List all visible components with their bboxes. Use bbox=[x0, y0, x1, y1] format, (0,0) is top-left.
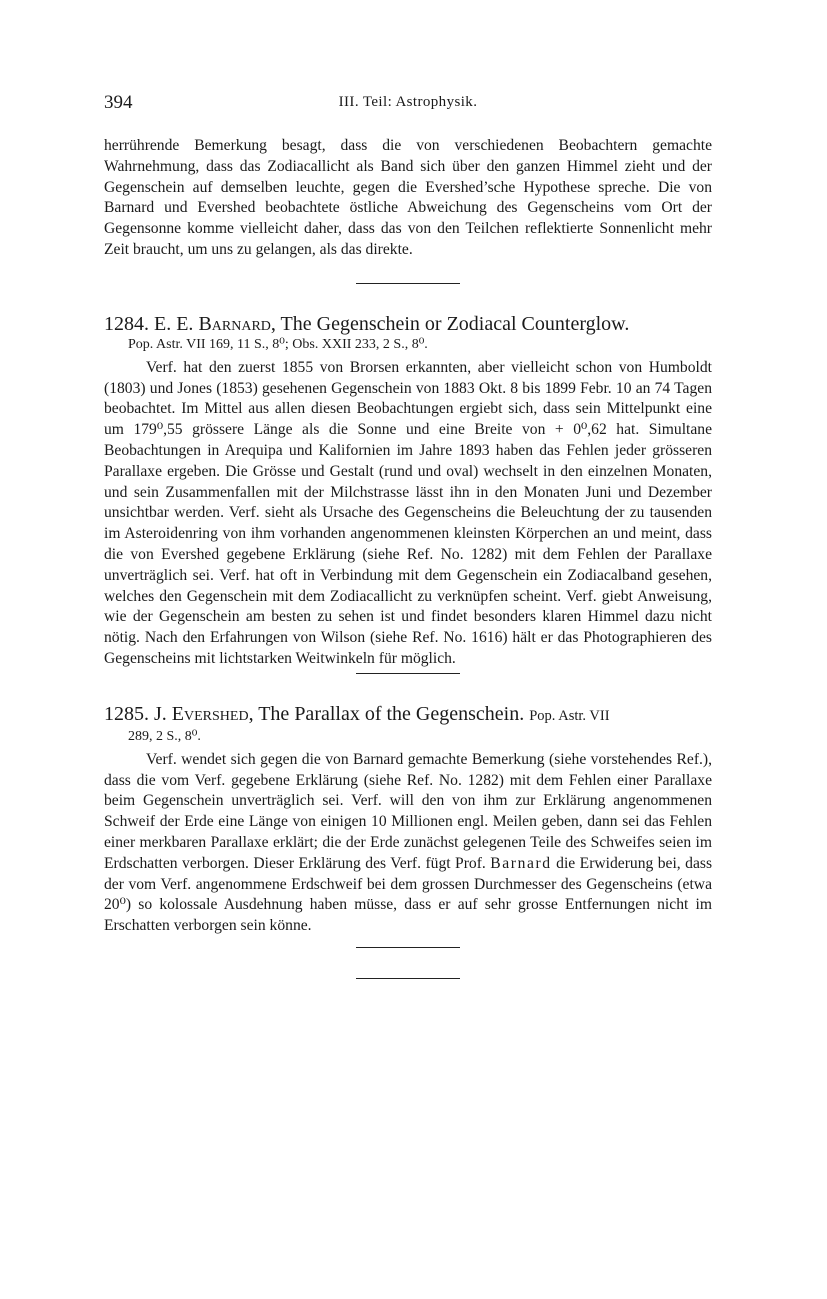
entry-number: 1285. bbox=[104, 702, 149, 725]
entry-initials: J. bbox=[154, 702, 167, 725]
entry-number: 1284. bbox=[104, 312, 149, 335]
running-title: III. Teil: Astrophysik. bbox=[338, 94, 478, 110]
entry-reference-cont: 289, 2 S., 8⁰. bbox=[128, 728, 201, 744]
entry-reference: Pop. Astr. VII 169, 11 S., 8⁰; Obs. XXII 233, 2 S., 8⁰. bbox=[128, 336, 428, 352]
entry-author: Evershed bbox=[171, 702, 249, 725]
entry-initials: E. E. bbox=[154, 312, 194, 335]
section-divider bbox=[356, 947, 460, 948]
entry-body bbox=[104, 750, 712, 937]
entry-author: Barnard bbox=[198, 312, 271, 335]
entry-heading: 1284. E. E. Barnard, The Gegenschein or Zodiacal Counterglow. bbox=[104, 312, 630, 335]
entry-body-name: Barnard bbox=[490, 854, 552, 872]
page-content bbox=[104, 136, 712, 979]
entry-1284 bbox=[104, 312, 712, 670]
entry-title: The Gegenschein or Zodiacal Counterglow. bbox=[280, 312, 630, 335]
entry-body-part2: die Erwiderung bei, dass der vom Verf. angenommene Erdschweif bei dem grossen Durchmesser des Gegenscheins (etwa 20⁰) so kolossale Ausdehnung haben müsse, dass er auf sehr grosse Entfernungen nicht im Erschatten verborgen sein könne. bbox=[104, 854, 713, 935]
page-number: 394 bbox=[104, 92, 133, 113]
entry-heading: 1285. J. Evershed, The Parallax of the Gegenschein. Pop. Astr. VII bbox=[104, 702, 610, 725]
entry-reference: Pop. Astr. VII bbox=[529, 707, 610, 724]
entry-title: The Parallax of the Gegenschein. bbox=[258, 702, 525, 725]
entry-1285 bbox=[104, 702, 712, 937]
intro-paragraph: herrührende Bemerkung besagt, dass die von verschiedenen Beobachtern gemachte Wahrnehmung, dass das Zodiacallicht als Band sich über den ganzen Himmel zieht und der Gegenschein auf demselben leuchte, gegen die Evershed’sche Hypothese spreche. Die von Barnard und Evershed beobachtete östliche Abweichung des Gegenscheins vom Ort der Gegensonne komme vielleicht daher, dass das von den Teilchen reflektierte Sonnenlicht mehr Zeit braucht, um uns zu gelangen, als das direkte. bbox=[104, 137, 712, 258]
section-divider bbox=[356, 283, 460, 284]
section-divider bbox=[356, 673, 460, 674]
entry-body: Verf. hat den zuerst 1855 von Brorsen erkannten, aber vielleicht schon von Humboldt (1803) und Jones (1853) gesehenen Gegenschein von 1883 Okt. 8 bis 1899 Febr. 10 an 74 Tagen beobachtet. Im Mittel aus allen diesen Beobachtungen ergiebt sich, dass sein Mittelpunkt eine um 179⁰,55 grössere Länge als die Sonne und eine Breite von + 0⁰,62 hat. Simultane Beobachtungen in Arequipa und Kalifornien im Jahre 1893 haben das Fehlen jeder grösseren Parallaxe ergeben. Die Grösse und Gestalt (rund und oval) wechselt in den einzelnen Monaten, und sein Zusammenfallen mit der Milchstrasse lässt ihn in den Monaten Juni und Dezember unsichtbar werden. Verf. sieht als Ursache des Gegenscheins die Beleuchtung der zu tausenden im Asteroidenring von ihm vorhanden angenommenen kleinsten Körperchen an und meint, dass die von Evershed gegebene Erklärung (siehe Ref. No. 1282) mit dem Fehlen der Parallaxe unverträglich sei. Verf. hat oft in Verbindung mit dem Gegenschein ein Zodiacalband gesehen, welches den Gegenschein mit dem Zodiacallicht zu verknüpfen scheint. Verf. giebt Anweisung, wie der Gegenschein am besten zu sehen ist und findet besonders klaren Himmel dazu nicht nötig. Nach den Erfahrungen von Wilson (siehe Ref. No. 1616) hält er das Photographieren des Gegenscheins mit lichtstarken Weitwinkeln für möglich. bbox=[104, 358, 712, 667]
page-header bbox=[104, 92, 712, 118]
entry-body-part1: Verf. wendet sich gegen die von Barnard gemachte Bemerkung (siehe vorstehendes Ref.), dass die vom Verf. gegebene Erklärung (siehe Ref. No. 1282) mit dem Fehlen einer Parallaxe beim Gegenschein unverträglich sei. Verf. will den von ihm zur Erklärung angenommenen Schweif der Erde eine Länge von einigen 10 Millionen engl. Meilen geben, dann sei das Fehlen einer merkbaren Parallaxe erklärt; die der Erde zunächst gelegenen Teile des Schweifes seien im Erdschatten verborgen. Dieser Erklärung des Verf. fügt Prof. bbox=[104, 750, 712, 872]
section-divider bbox=[356, 978, 460, 979]
